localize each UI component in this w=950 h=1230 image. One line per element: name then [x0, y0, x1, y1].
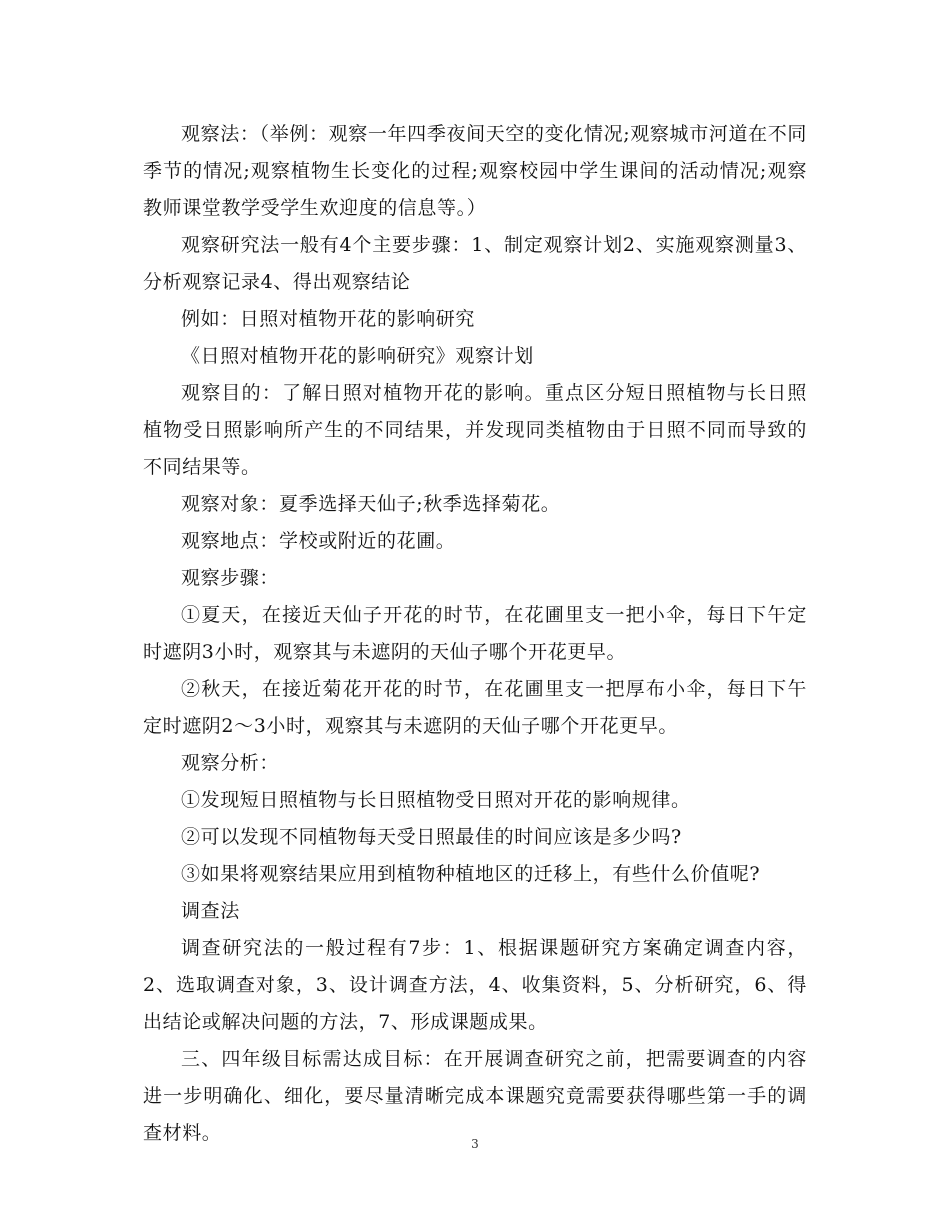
paragraph-observation-method: 观察法：（举例：观察一年四季夜间天空的变化情况;观察城市河道在不同季节的情况;观察植物生长变化的过程;观察校园中学生课间的活动情况;观察教师课堂教学受学生欢迎度的信息等。） — [143, 123, 807, 219]
paragraph-observation-purpose: 观察目的：了解日照对植物开花的影响。重点区分短日照植物与长日照植物受日照影响所产生的不同结果，并发现同类植物由于日照不同而导致的不同结果等。 — [143, 382, 807, 478]
paragraph-grade-goal: 三、四年级目标需达成目标：在开展调查研究之前，把需要调查的内容进一步明确化、细化，要尽量清晰完成本课题究竟需要获得哪些第一手的调查材料。 — [143, 1048, 807, 1144]
paragraph-step-autumn: ②秋天，在接近菊花开花的时节，在花圃里支一把厚布小伞，每日下午定时遮阴2～3小时，观察其与未遮阴的天仙子哪个开花更早。 — [143, 678, 807, 737]
paragraph-analysis-item-1: ①发现短日照植物与长日照植物受日照对开花的影响规律。 — [181, 789, 691, 811]
paragraph-observation-steps-overview: 观察研究法一般有4个主要步骤：1、制定观察计划2、实施观察测量3、分析观察记录4、得出观察结论 — [143, 234, 807, 293]
paragraph-analysis-heading: 观察分析： — [181, 752, 280, 774]
paragraph-observation-location: 观察地点：学校或附近的花圃。 — [181, 530, 456, 552]
paragraph-observation-subject: 观察对象：夏季选择天仙子;秋季选择菊花。 — [181, 493, 561, 515]
paragraph-survey-method-heading: 调查法 — [181, 900, 240, 922]
document-body — [143, 116, 807, 1152]
page-number: 3 — [471, 1137, 479, 1151]
paragraph-survey-process: 调查研究法的一般过程有7步：1、根据课题研究方案确定调查内容，2、选取调查对象，3、设计调查方法，4、收集资料，5、分析研究，6、得出结论或解决问题的方法，7、形成课题成果。 — [143, 937, 807, 1033]
paragraph-example-title: 例如：日照对植物开花的影响研究 — [181, 308, 476, 330]
paragraph-analysis-item-2: ②可以发现不同植物每天受日照最佳的时间应该是多少吗? — [181, 826, 682, 848]
paragraph-plan-title: 《日照对植物开花的影响研究》观察计划 — [181, 345, 534, 367]
paragraph-observation-steps-heading: 观察步骤： — [181, 567, 280, 589]
paragraph-step-summer: ①夏天，在接近天仙子开花的时节，在花圃里支一把小伞，每日下午定时遮阴3小时，观察其与未遮阴的天仙子哪个开花更早。 — [143, 604, 807, 663]
paragraph-analysis-item-3: ③如果将观察结果应用到植物种植地区的迁移上，有些什么价值呢? — [181, 863, 761, 885]
